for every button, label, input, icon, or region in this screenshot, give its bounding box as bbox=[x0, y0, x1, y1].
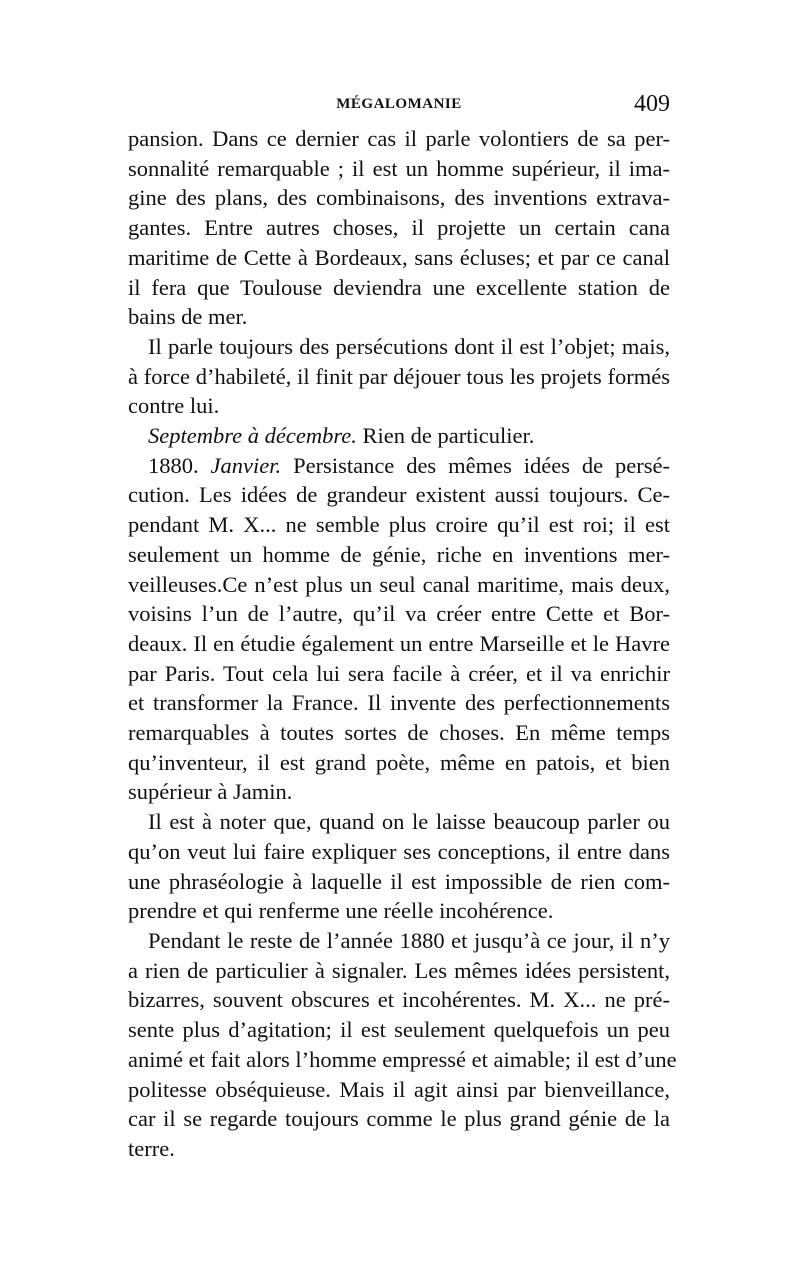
italic-date-range: Septembre à décembre. bbox=[148, 423, 357, 449]
paragraph bbox=[128, 926, 677, 1164]
text-line: Il est à noter que, quand on le laisse beaucoup parler ou bbox=[148, 809, 670, 835]
text-line: il fera que Toulouse deviendra une excellente station de bbox=[128, 274, 670, 300]
text-line: terre. bbox=[128, 1135, 175, 1161]
paragraph bbox=[128, 124, 670, 332]
text-line: qu’inventeur, il est grand poète, même en patois, et bien bbox=[128, 749, 670, 775]
page-number: 409 bbox=[634, 91, 670, 117]
text-line: prendre et qui renferme une réelle incohérence. bbox=[128, 898, 554, 924]
text-line: bains de mer. bbox=[128, 304, 248, 330]
text-line: Pendant le reste de l’année 1880 et jusqu’à ce jour, il n’y bbox=[148, 927, 670, 953]
paragraph bbox=[128, 807, 670, 926]
text-line bbox=[128, 421, 670, 451]
text-line: supérieur à Jamin. bbox=[128, 779, 293, 805]
text-line: par Paris. Tout cela lui sera facile à créer, et il va enrichir bbox=[128, 660, 670, 686]
text-line: car il se regarde toujours comme le plus grand génie de la bbox=[128, 1106, 670, 1132]
text-line: maritime de Cette à Bordeaux, sans écluses; et par ce canal bbox=[128, 244, 670, 270]
body-text bbox=[128, 124, 677, 1164]
text-line: qu’on veut lui faire expliquer ses conceptions, il entre dans bbox=[128, 838, 670, 864]
text-line: politesse obséquieuse. Mais il agit ainsi par bienveillance, bbox=[128, 1076, 670, 1102]
text-line: a rien de particulier à signaler. Les mêmes idées persistent, bbox=[128, 957, 670, 983]
running-title: MÉGALOMANIE bbox=[336, 96, 462, 112]
text-line: seulement un homme de génie, riche en inventions mer- bbox=[128, 541, 670, 567]
text-line: gantes. Entre autres choses, il projette un certain cana bbox=[128, 215, 670, 241]
text-line: veilleuses.Ce n’est plus un seul canal maritime, mais deux, bbox=[128, 571, 670, 597]
text-line: Il parle toujours des persécutions dont il est l’objet; mais, bbox=[148, 333, 670, 359]
text-line: et transformer la France. Il invente des perfectionnements bbox=[128, 690, 670, 716]
text-line: cution. Les idées de grandeur existent aussi toujours. Ce- bbox=[128, 482, 670, 508]
year: 1880. bbox=[148, 452, 199, 478]
text-line: pansion. Dans ce dernier cas il parle volontiers de sa per- bbox=[128, 126, 670, 151]
line-text: Persistance des mêmes idées de persé- bbox=[281, 452, 671, 478]
text-line: sonnalité remarquable ; il est un homme supérieur, il ima- bbox=[128, 155, 670, 181]
text-line: bizarres, souvent obscures et incohérentes. M. X... ne pré- bbox=[128, 987, 670, 1013]
text-line: contre lui. bbox=[128, 393, 220, 419]
italic-month: Janvier. bbox=[210, 452, 282, 478]
text-line: remarquables à toutes sortes de choses. En même temps bbox=[128, 720, 670, 746]
text-line: sente plus d’agitation; il est seulement quelquefois un peu bbox=[128, 1017, 670, 1043]
text-line: voisins l’un de l’autre, qu’il va créer entre Cette et Bor- bbox=[128, 601, 670, 627]
text-line: gine des plans, des combinaisons, des inventions extrava- bbox=[128, 185, 670, 211]
text-line: deaux. Il en étudie également un entre Marseille et le Havre bbox=[128, 630, 670, 656]
line-text: Rien de particulier. bbox=[356, 423, 535, 449]
text-line: animé et fait alors l’homme empressé et aimable; il est d’une bbox=[128, 1046, 677, 1072]
running-head bbox=[128, 93, 670, 117]
paragraph bbox=[128, 421, 670, 451]
paragraph bbox=[128, 332, 670, 421]
paragraph bbox=[128, 451, 670, 807]
text-line: une phraséologie à laquelle il est impossible de rien com- bbox=[128, 868, 670, 894]
text-line bbox=[128, 451, 670, 481]
text-line: à force d’habileté, il finit par déjouer tous les projets formés bbox=[128, 363, 670, 389]
text-line: pendant M. X... ne semble plus croire qu’il est roi; il est bbox=[128, 512, 670, 538]
